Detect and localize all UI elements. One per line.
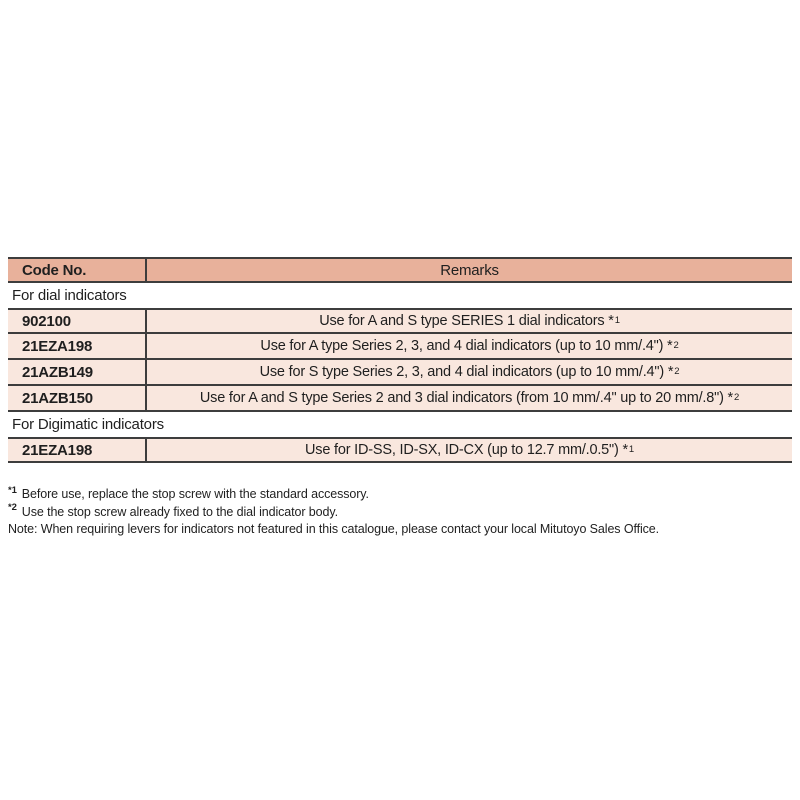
footnote-text: Use the stop screw already fixed to the dial indicator body. xyxy=(21,504,338,519)
footnote-1: *1 Before use, replace the stop screw with the standard accessory. xyxy=(8,484,369,501)
code-cell: 21AZB150 xyxy=(22,389,93,407)
remark-text: Use for A and S type Series 2 and 3 dial indicators (from 10 mm/.4" up to 20 mm/.8") * xyxy=(199,390,733,406)
lever-spec-table xyxy=(8,257,792,463)
table-row-21eza198-digimatic xyxy=(8,437,792,463)
code-no-header: Code No. xyxy=(22,261,87,279)
remark-text: Use for ID-SS, ID-SX, ID-CX (up to 12.7 mm/.0.5") * xyxy=(305,442,628,458)
note-line: Note: When requiring levers for indicators not featured in this catalogue, please contact your local Mitutoyo Sales Office. xyxy=(8,522,660,536)
section-title: For Digimatic indicators xyxy=(12,416,164,433)
code-cell: 902100 xyxy=(22,312,71,330)
remark-text: Use for A and S type SERIES 1 dial indicators * xyxy=(319,313,614,329)
code-cell: 21EZA198 xyxy=(22,337,93,355)
remark-text: Use for S type Series 2, 3, and 4 dial indicators (up to 10 mm/.4") * xyxy=(259,364,674,380)
table-row-21eza198 xyxy=(8,334,792,360)
footnote-text: Before use, replace the stop screw with the standard accessory. xyxy=(21,487,369,501)
table-row-902100 xyxy=(8,308,792,334)
remarks-cell: Use for S type Series 2, 3, and 4 dial indicators (up to 10 mm/.4") * 2 xyxy=(145,360,792,384)
section-dial-indicators xyxy=(8,283,792,308)
remarks-cell: Use for ID-SS, ID-SX, ID-CX (up to 12.7 mm/.0.5") * 1 xyxy=(145,439,792,461)
table-header-row xyxy=(8,257,792,283)
footnote-2: *2 Use the stop screw already fixed to the dial indicator body. xyxy=(8,502,338,519)
footnotes-block xyxy=(8,486,792,539)
section-digimatic-indicators xyxy=(8,412,792,437)
code-cell: 21EZA198 xyxy=(22,441,93,459)
remarks-cell: Use for A and S type Series 2 and 3 dial indicators (from 10 mm/.4" up to 20 mm/.8") * 2 xyxy=(145,386,792,410)
section-title: For dial indicators xyxy=(12,287,127,304)
remark-text: Use for A type Series 2, 3, and 4 dial indicators (up to 10 mm/.4") * xyxy=(260,338,673,354)
remarks-cell: Use for A type Series 2, 3, and 4 dial indicators (up to 10 mm/.4") * 2 xyxy=(145,334,792,358)
table-row-21azb149 xyxy=(8,360,792,386)
code-cell: 21AZB149 xyxy=(22,363,93,381)
remarks-header: Remarks xyxy=(145,259,792,281)
table-row-21azb150 xyxy=(8,386,792,412)
remarks-cell: Use for A and S type SERIES 1 dial indicators * 1 xyxy=(145,310,792,332)
